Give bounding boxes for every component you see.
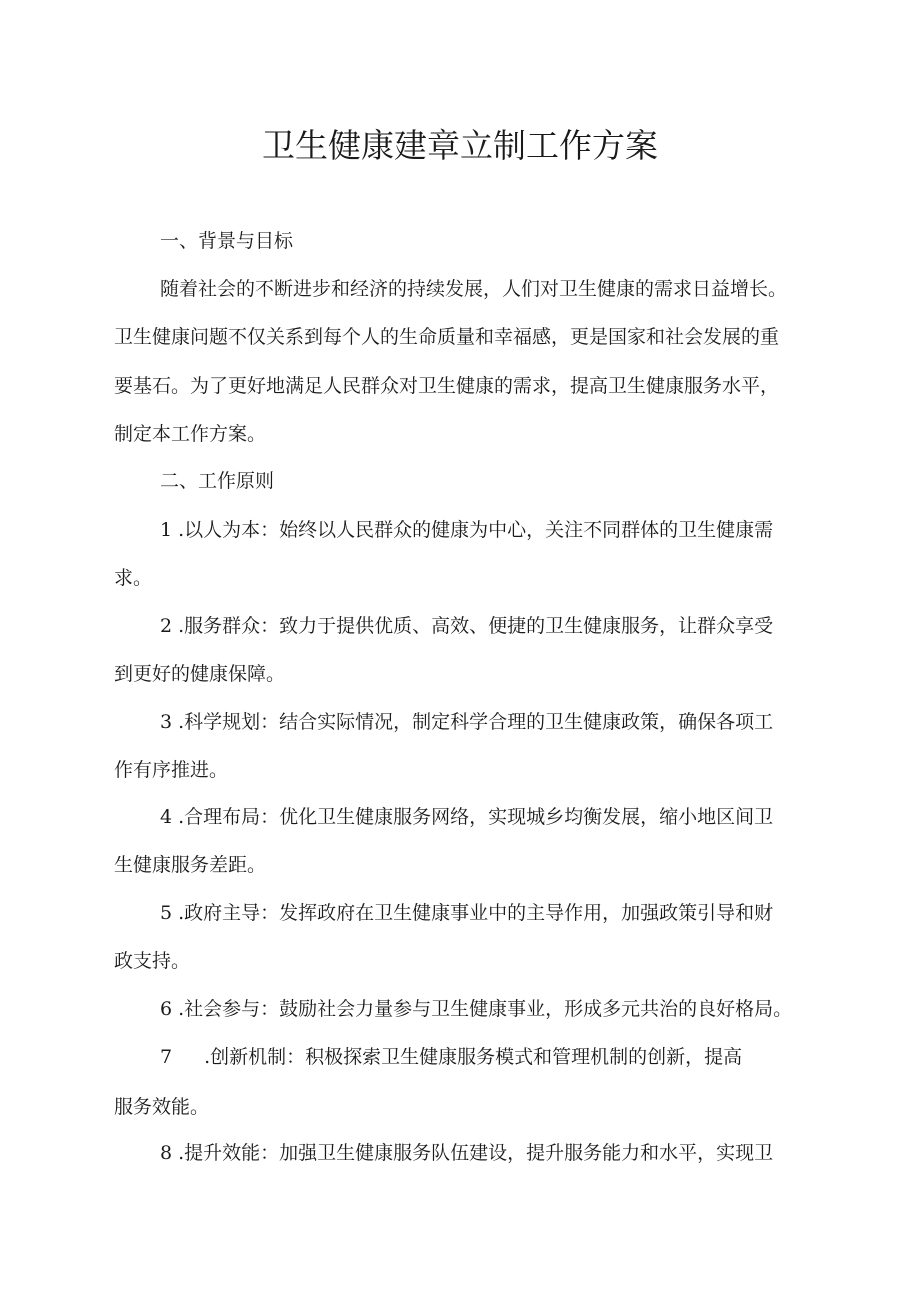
item-text: .创新机制：积极探索卫生健康服务模式和管理机制的创新，提高 bbox=[204, 1046, 743, 1068]
principle-item-7 bbox=[160, 1043, 742, 1071]
item-number: 4 bbox=[160, 806, 173, 828]
principle-item-3-cont: 作有序推进。 bbox=[114, 759, 229, 781]
principle-item-3 bbox=[160, 708, 773, 736]
item-text: .社会参与：鼓励社会力量参与卫生健康事业，形成多元共治的良好格局。 bbox=[178, 998, 793, 1020]
item-number: 3 bbox=[160, 711, 173, 733]
item-text: .政府主导：发挥政府在卫生健康事业中的主导作用，加强政策引导和财 bbox=[178, 902, 774, 924]
item-text: .合理布局：优化卫生健康服务网络，实现城乡均衡发展，缩小地区间卫 bbox=[178, 806, 774, 828]
section1-line-2: 卫生健康问题不仅关系到每个人的生命质量和幸福感，更是国家和社会发展的重 bbox=[114, 326, 780, 348]
principle-item-2-cont: 到更好的健康保障。 bbox=[114, 663, 286, 685]
item-text: .提升效能：加强卫生健康服务队伍建设，提升服务能力和水平，实现卫 bbox=[178, 1142, 774, 1164]
principle-item-4-cont: 生健康服务差距。 bbox=[114, 854, 267, 876]
principle-item-4 bbox=[160, 803, 773, 831]
principle-item-1 bbox=[160, 516, 773, 544]
section1-heading: 一、背景与目标 bbox=[160, 230, 294, 252]
section1-line-1: 随着社会的不断进步和经济的持续发展，人们对卫生健康的需求日益增长。 bbox=[160, 278, 788, 300]
principle-item-5 bbox=[160, 899, 773, 927]
principle-item-8 bbox=[160, 1139, 773, 1167]
principle-item-7-cont: 服务效能。 bbox=[114, 1096, 210, 1118]
principle-item-6 bbox=[160, 995, 792, 1023]
item-text: .科学规划：结合实际情况，制定科学合理的卫生健康政策，确保各项工 bbox=[178, 711, 774, 733]
section1-line-3: 要基石。为了更好地满足人民群众对卫生健康的需求，提高卫生健康服务水平， bbox=[114, 375, 780, 397]
item-number: 1 bbox=[160, 519, 173, 541]
item-number: 6 bbox=[160, 998, 173, 1020]
item-number: 7 bbox=[160, 1046, 173, 1068]
principle-item-2 bbox=[160, 612, 773, 640]
item-number: 5 bbox=[160, 902, 173, 924]
section2-heading: 二、工作原则 bbox=[160, 470, 275, 492]
item-text: .服务群众：致力于提供优质、高效、便捷的卫生健康服务，让群众享受 bbox=[178, 615, 774, 637]
principle-item-1-cont: 求。 bbox=[114, 567, 153, 589]
document-title: 卫生健康建章立制工作方案 bbox=[262, 126, 658, 165]
item-number: 8 bbox=[160, 1142, 173, 1164]
section1-line-4: 制定本工作方案。 bbox=[114, 423, 267, 445]
item-number: 2 bbox=[160, 615, 173, 637]
principle-item-5-cont: 政支持。 bbox=[114, 950, 191, 972]
item-text: .以人为本：始终以人民群众的健康为中心，关注不同群体的卫生健康需 bbox=[178, 519, 774, 541]
